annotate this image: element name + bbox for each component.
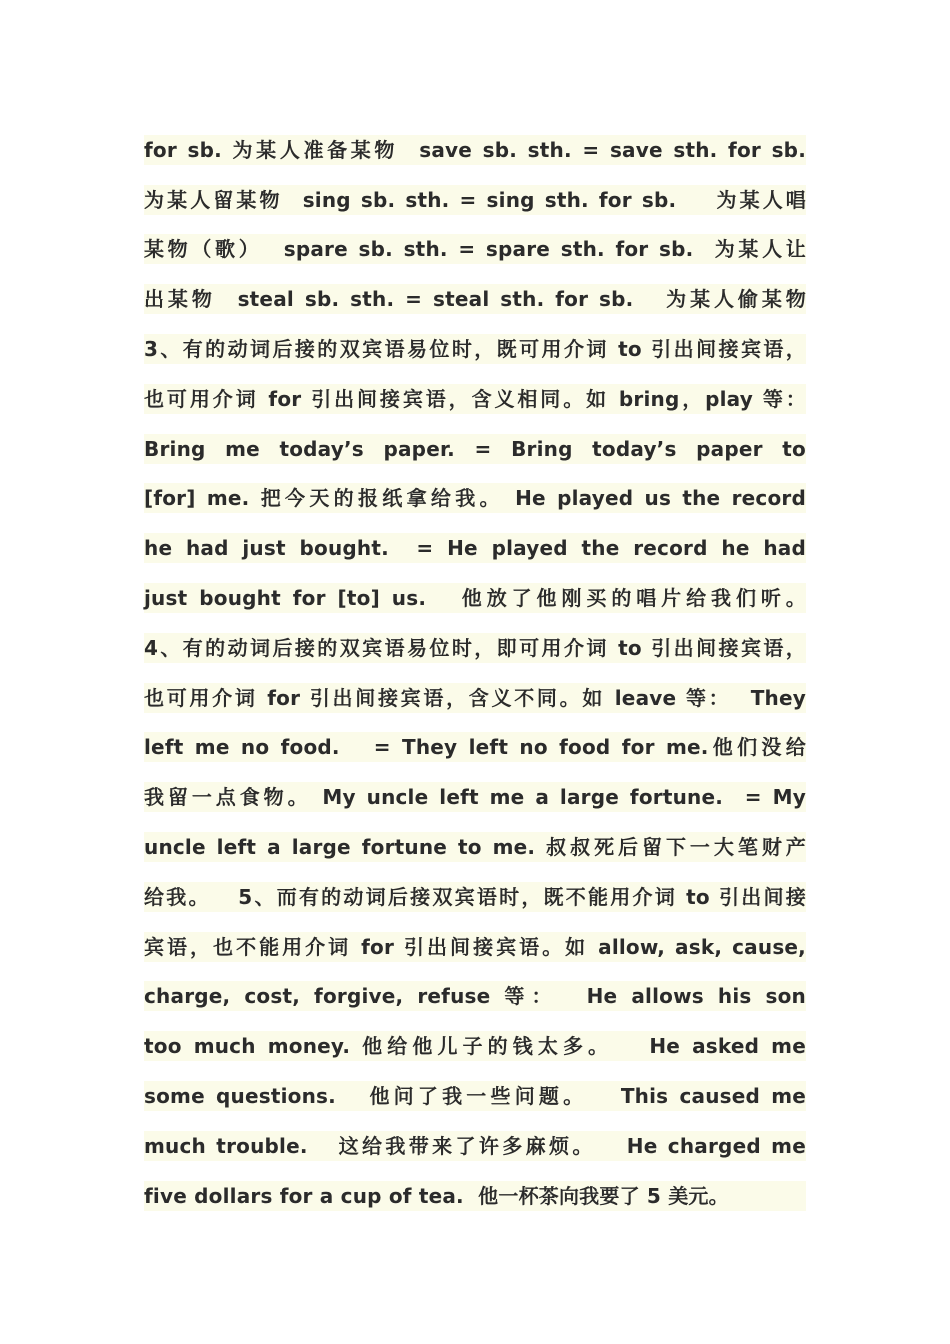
- text-line-content: [for] me. 把今天的报纸拿给我。 He played us the record: [144, 483, 806, 513]
- text-line-content: 宾语，也不能用介词 for 引出间接宾语。如 allow, ask, cause,: [144, 932, 806, 962]
- text-line: [144, 922, 806, 972]
- text-line: [144, 623, 806, 673]
- text-line: [144, 125, 806, 175]
- text-line-content: just bought for [to] us. 他放了他刚买的唱片给我们听。: [144, 583, 806, 613]
- text-line: [144, 374, 806, 424]
- text-line-content: uncle left a large fortune to me. 叔叔死后留下一大笔财产: [144, 832, 806, 862]
- text-line: [144, 872, 806, 922]
- text-line: [144, 474, 806, 524]
- text-line: [144, 723, 806, 773]
- text-line: [144, 424, 806, 474]
- text-line: [144, 225, 806, 275]
- text-line: [144, 523, 806, 573]
- text-line-content: 给我。 5、而有的动词后接双宾语时，既不能用介词 to 引出间接: [144, 882, 806, 912]
- text-line-content: 出某物 steal sb. sth. = steal sth. for sb. 为某人偷某物: [144, 284, 806, 314]
- text-line: [144, 1021, 806, 1071]
- text-line: [144, 673, 806, 723]
- text-line-content: left me no food. = They left no food for me.他们没给: [144, 732, 806, 762]
- text-line: [144, 772, 806, 822]
- text-line-content: 我留一点食物。 My uncle left me a large fortune. = My: [144, 782, 806, 812]
- text-line: [144, 324, 806, 374]
- text-line-content: for sb. 为某人准备某物 save sb. sth. = save sth. for sb.: [144, 135, 806, 165]
- text-line-content: he had just bought. = He played the record he had: [144, 533, 806, 563]
- text-line: [144, 822, 806, 872]
- text-line-content: charge, cost, forgive, refuse 等： He allows his son: [144, 981, 806, 1011]
- text-line-content: 某物（歌） spare sb. sth. = spare sth. for sb. 为某人让: [144, 234, 806, 264]
- text-line-content: much trouble. 这给我带来了许多麻烦。 He charged me: [144, 1131, 806, 1161]
- text-line: [144, 274, 806, 324]
- text-line: [144, 573, 806, 623]
- text-line-content: 也可用介词 for 引出间接宾语，含义不同。如 leave 等： They: [144, 683, 806, 713]
- text-line: [144, 1171, 806, 1221]
- text-line-content: some questions. 他问了我一些问题。 This caused me: [144, 1081, 806, 1111]
- text-line: [144, 972, 806, 1022]
- text-line-content: Bring me today’s paper. = Bring today’s paper to: [144, 434, 806, 464]
- text-line-content: 4、有的动词后接的双宾语易位时，即可用介词 to 引出间接宾语，: [144, 633, 806, 663]
- text-line-content: 也可用介词 for 引出间接宾语，含义相同。如 bring，play 等：: [144, 384, 806, 414]
- text-line: [144, 1121, 806, 1171]
- text-line-content: too much money. 他给他儿子的钱太多。 He asked me: [144, 1031, 806, 1061]
- body-text: [144, 125, 806, 1221]
- text-line-content: five dollars for a cup of tea. 他一杯茶向我要了 5 美元。: [144, 1181, 806, 1211]
- text-line: [144, 1071, 806, 1121]
- text-line: [144, 175, 806, 225]
- text-line-content: 为某人留某物 sing sb. sth. = sing sth. for sb. 为某人唱: [144, 185, 806, 215]
- text-line-content: 3、有的动词后接的双宾语易位时，既可用介词 to 引出间接宾语，: [144, 334, 806, 364]
